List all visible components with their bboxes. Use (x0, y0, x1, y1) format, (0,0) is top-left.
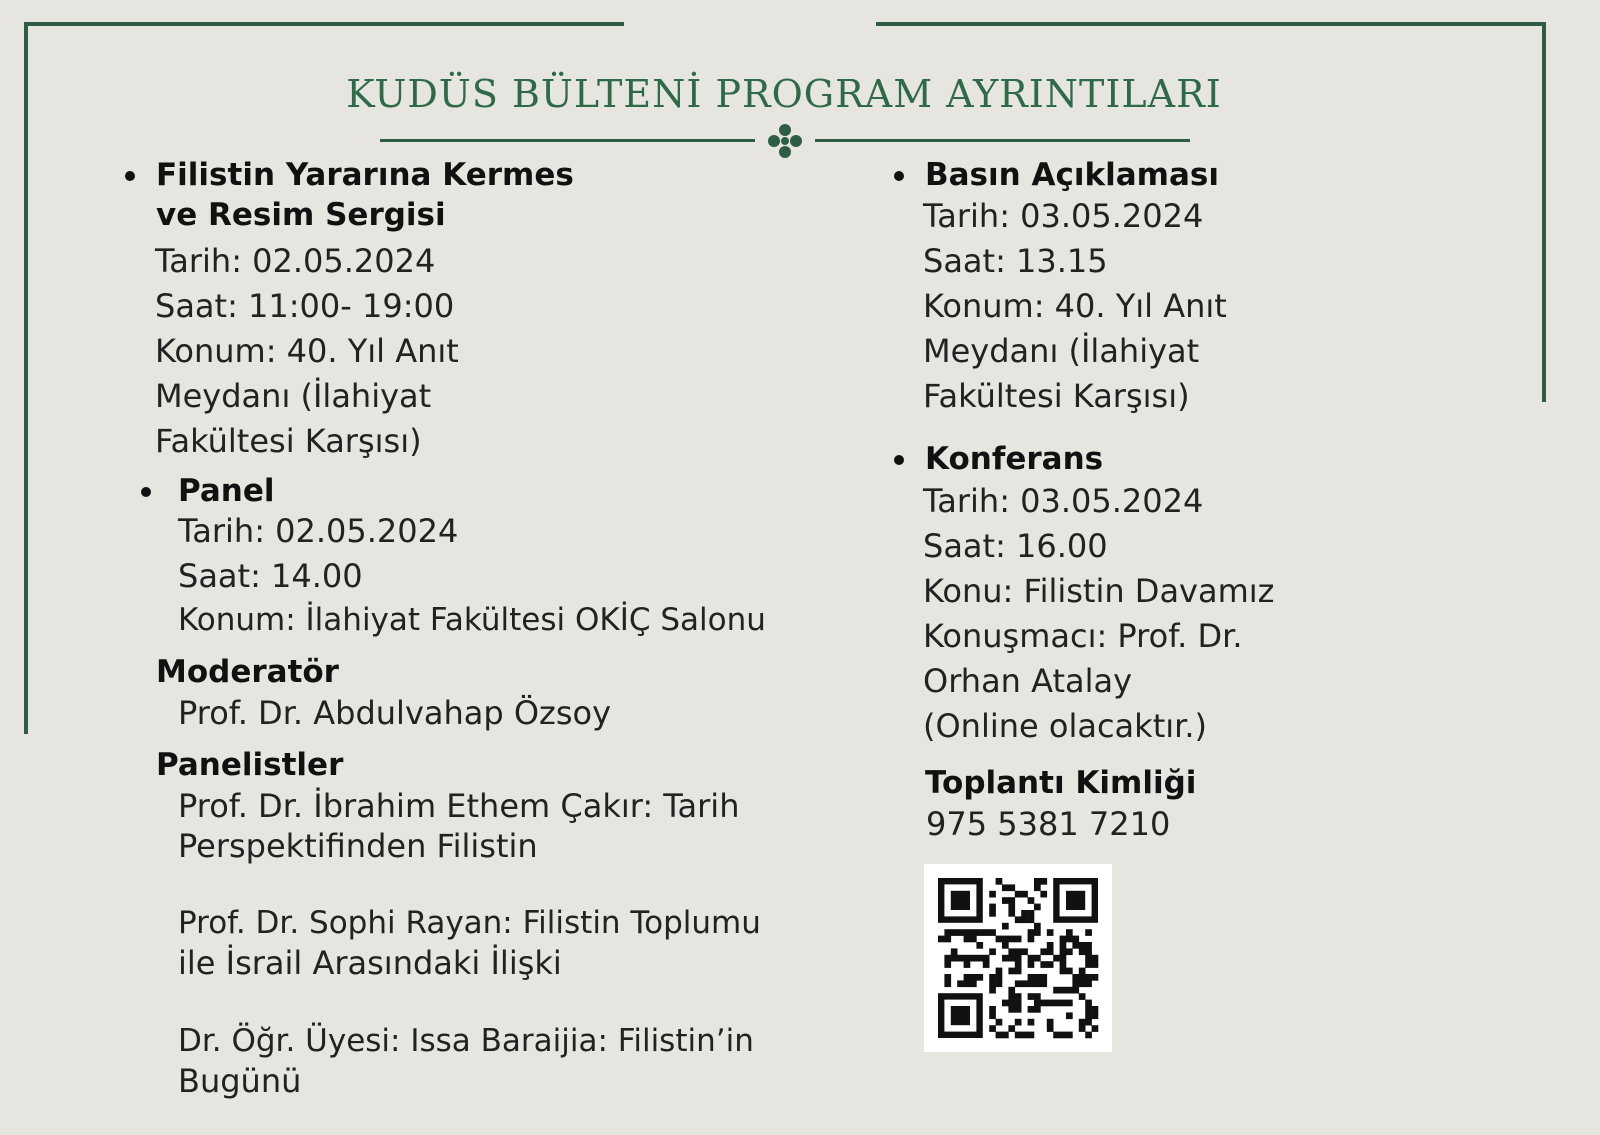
title-divider (380, 124, 1190, 158)
press-time: Saat: 13.15 (923, 242, 1108, 280)
kermes-title-line1: Filistin Yararına Kermes (156, 157, 574, 193)
kermes-location-line1: Konum: 40. Yıl Anıt (155, 332, 459, 370)
conference-date: Tarih: 03.05.2024 (923, 482, 1204, 520)
panel-title: Panel (178, 473, 275, 509)
press-location-line2: Meydanı (İlahiyat (923, 332, 1200, 370)
panelist-2-line2: ile İsrail Arasındaki İlişki (178, 944, 562, 982)
panel-date: Tarih: 02.05.2024 (178, 512, 459, 550)
kermes-title-line2: ve Resim Sergisi (156, 197, 446, 233)
moderator-heading: Moderatör (156, 654, 339, 690)
panel-location: Konum: İlahiyat Fakültesi OKİÇ Salonu (178, 602, 766, 638)
conference-time: Saat: 16.00 (923, 527, 1108, 565)
press-location-line3: Fakültesi Karşısı) (923, 377, 1190, 415)
panelist-3-line1: Dr. Öğr. Üyesi: Issa Baraijia: Filistin’in (178, 1023, 754, 1059)
panelist-2-line1: Prof. Dr. Sophi Rayan: Filistin Toplumu (178, 905, 761, 941)
kermes-date: Tarih: 02.05.2024 (155, 242, 436, 280)
bullet-press (894, 171, 904, 181)
page-title: KUDÜS BÜLTENİ PROGRAM AYRINTILARI (346, 72, 1222, 116)
panelist-3-line2: Bugünü (178, 1062, 302, 1100)
qr-code-graphic (924, 864, 1112, 1052)
panelists-heading: Panelistler (156, 747, 344, 783)
conference-speaker-line2: Orhan Atalay (923, 662, 1133, 700)
bullet-conference (894, 455, 904, 465)
bullet-panel (141, 487, 151, 497)
frame-left-line (24, 22, 28, 734)
meeting-id-value: 975 5381 7210 (926, 805, 1171, 843)
panelist-1-line2: Perspektifinden Filistin (178, 827, 538, 865)
panelist-1-line1: Prof. Dr. İbrahim Ethem Çakır: Tarih (178, 787, 740, 825)
qr-code-icon[interactable] (924, 864, 1112, 1052)
conference-online-note: (Online olacaktır.) (923, 707, 1207, 745)
conference-topic: Konu: Filistin Davamız (923, 572, 1275, 610)
press-date: Tarih: 03.05.2024 (923, 197, 1204, 235)
press-title: Basın Açıklaması (925, 157, 1219, 193)
panel-time: Saat: 14.00 (178, 557, 363, 595)
kermes-location-line3: Fakültesi Karşısı) (155, 422, 422, 460)
bullet-kermes (125, 171, 135, 181)
press-location-line1: Konum: 40. Yıl Anıt (923, 287, 1227, 325)
kermes-location-line2: Meydanı (İlahiyat (155, 377, 432, 415)
moderator-name: Prof. Dr. Abdulvahap Özsoy (178, 694, 612, 732)
kermes-time: Saat: 11:00- 19:00 (155, 287, 455, 325)
conference-speaker-line1: Konuşmacı: Prof. Dr. (923, 617, 1243, 655)
meeting-id-heading: Toplantı Kimliği (925, 765, 1197, 801)
conference-title: Konferans (925, 441, 1104, 477)
frame-top-left-line (24, 22, 624, 26)
maltese-cross-icon (768, 124, 802, 158)
frame-top-right-line (876, 22, 1546, 26)
